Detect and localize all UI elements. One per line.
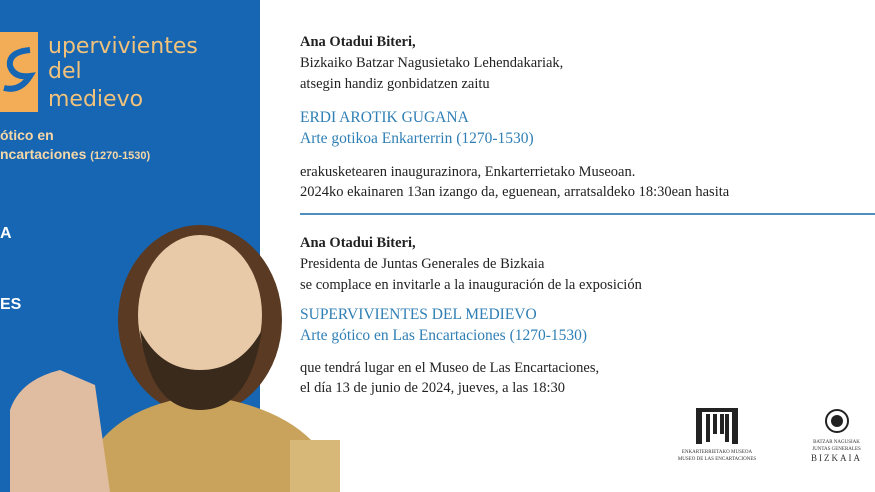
statue-image: [0, 220, 345, 492]
s-logo-icon: [0, 32, 38, 112]
cover-subtitle-2: ncartaciones: [0, 146, 87, 162]
cover-title-3: medievo: [48, 87, 144, 112]
cover-side-2: ES: [0, 296, 22, 313]
spanish-line-1: que tendrá lugar en el Museo de Las Encartaciones,: [300, 360, 600, 376]
museum-name-eu: ENKARTERRIETAKO MUSEOA: [681, 450, 753, 455]
basque-name: Ana Otadui Biteri,: [300, 34, 416, 50]
divider: [300, 213, 875, 215]
museum-logo: [662, 408, 772, 463]
juntas-bizkaia: BIZKAIA: [811, 453, 862, 463]
basque-line-1: erakusketearen inaugurazinora, Enkarterrietako Museoan.: [300, 164, 636, 180]
coat-of-arms-icon: [824, 408, 850, 434]
juntas-name-es: JUNTAS GENERALES: [812, 447, 861, 452]
basque-line-2: 2024ko ekainaren 13an izango da, eguenean, arratsaldeko 18:30ean hasita: [300, 184, 730, 200]
museum-logo-icon: [694, 408, 740, 444]
juntas-name-eu: BATZAR NAGUSIAK: [813, 440, 860, 445]
basque-invite: atsegin handiz gonbidatzen zaitu: [300, 76, 490, 92]
cover-title-2: del: [48, 59, 82, 84]
basque-title: ERDI AROTIK GUGANA: [300, 109, 469, 126]
basque-subtitle: Arte gotikoa Enkarterrin (1270-1530): [300, 130, 534, 147]
cover-title-1: upervivientes: [48, 34, 198, 59]
basque-role: Bizkaiko Batzar Nagusietako Lehendakariak,: [300, 55, 564, 71]
juntas-logo: [798, 408, 875, 463]
cover-years: (1270-1530): [90, 150, 151, 162]
cover-side-1: A: [0, 225, 12, 242]
spanish-name: Ana Otadui Biteri,: [300, 235, 416, 251]
museum-name-es: MUSEO DE LAS ENCARTACIONES: [677, 457, 757, 462]
spanish-title: SUPERVIVIENTES DEL MEDIEVO: [300, 306, 537, 323]
spanish-invite: se complace en invitarle a la inauguración de la exposición: [300, 277, 642, 293]
spanish-line-2: el día 13 de junio de 2024, jueves, a las 18:30: [300, 380, 565, 396]
cover-subtitle-1: ótico en: [0, 127, 54, 143]
spanish-subtitle: Arte gótico en Las Encartaciones (1270-1530): [300, 327, 588, 344]
spanish-role: Presidenta de Juntas Generales de Bizkaia: [300, 256, 545, 272]
